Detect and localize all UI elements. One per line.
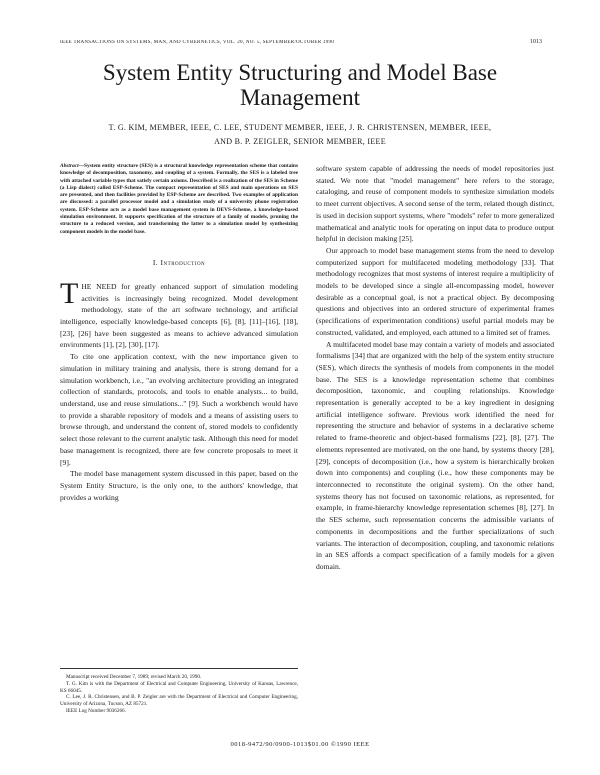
running-head: IEEE TRANSACTIONS ON SYSTEMS, MAN, AND CYBERNETICS, VOL. 20, NO. 5, SEPTEMBER/OCTOBER 1990: [60, 40, 335, 45]
author-line-1: T. G. KIM, MEMBER, IEEE, C. LEE, STUDENT MEMBER, IEEE, J. R. CHRISTENSEN, MEMBER, IEEE,: [108, 123, 492, 132]
drop-cap: T: [60, 276, 79, 310]
footnote-log-number: IEEE Log Number 9036266.: [66, 707, 126, 714]
right-paragraph-1: software system capable of addressing the needs of model repositories just stated. We note that "model management" here refers to the storage, cataloging, and reuse of component models to synthesize simulation models to meet current objectives. A second sense of the term, related though distinct, is used in decision support systems, where "models" refer to more generalized mathematical and analytic tools for operating on input data to produce output helpful in decision making [25].: [316, 164, 554, 244]
right-paragraph-3: A multifaceted model base may contain a variety of models and associated formalisms [34] that are organized with the help of the system entity structure (SES), which directs the synthesis of models from components in the model base. The SES is a knowledge representation scheme that combines decomposition, taxonomic, and coupling relationships. Knowledge representation is generally accepted to be a key ingredient in designing artificial intelligence software. Previous work identified the need for representing the structure and behavior of systems in a declarative scheme related to frame-theoretic and object-based formalisms [22], [8], [27]. The elements represented are motivated, on the one hand, by systems theory [28], [29], concepts of decomposition (i.e., how a system is hierarchically broken down into components) and coupling (i.e., how these components may be interconnected to reconstitute the original system). On the other hand, systems theory has not focused on taxonomic relations, as represented, for example, in frame-hierarchy knowledge representation schemes [8], [27]. In the SES scheme, such representation concerns the admissible variants of components in decompositions and the further specializations of such variants. The interaction of decomposition, coupling, and taxonomic relations in an SES affords a compact specification of a family models for a given domain.: [316, 339, 554, 571]
copyright-code: 0018-9472/90/0900-1013$01.00 ©1990 IEEE: [230, 741, 370, 748]
footnote-received: Manuscript received December 7, 1989; revised March 20, 1990.: [66, 674, 202, 680]
page-number: 1013: [530, 39, 542, 45]
author-list: [60, 121, 540, 149]
right-paragraph-2: Our approach to model base management stems from the need to develop computerized support for multifaceted modeling methodology [33]. That methodology recognizes that most systems of interest require a multiplicity of models to be developed since a single all-encompassing model, however desirable as a conceptual goal, is not a practical object. By decomposing questions and objectives into an ordered structure of experimental frames (specifications of experimentation conditions) useful partial models may be constructed, validated, and employed, each attuned to a limited set of frames.: [316, 245, 554, 337]
footnote-author-others: C. Lee, J. R. Christensen, and B. P. Zeigler are with the Department of Electrical and Computer Engineering, University of Arizona, Tucson, AZ 85721.: [60, 694, 298, 708]
intro-paragraph-1: [60, 276, 298, 351]
abstract: [60, 163, 298, 236]
paper-title: System Entity Structuring and Model Base Management: [102, 60, 498, 110]
abstract-label: Abstract: [60, 163, 79, 169]
section-heading-introduction: I. Introduction: [152, 257, 206, 267]
intro-paragraph-3: The model base management system discussed in this paper, based on the System Entity Structure, is the only one, to the authors' knowledge, that provides a working: [60, 469, 298, 502]
intro-paragraph-2: To cite one application context, with the new importance given to simulation in military training and analysis, there is strong demand for a simulation workbench, i.e., "an evolving architecture providing an integrated collection of standards, protocols, and tools to enable analysts... to build, understand, use and reuse simulations..." [9]. Such a workbench would have to provide a sharable repository of models and a means of assisting users to browse through, and understand the content of, stored models to confidently select those relevant to the current analytic task. Although this need for model base management is recognized, there are few concrete proposals to meet it [9].: [60, 352, 298, 467]
right-column: [316, 163, 554, 573]
footnote-author-kim: T. G. Kim is with the Department of Electrical and Computer Engineering, University of Kansas, Lawrence, KS 66045.: [60, 680, 298, 694]
left-column: [60, 163, 298, 503]
intro-paragraph-1-text: HE NEED for greatly enhanced support of simulation modeling activities is increasingly being recognized. Model development methodology, state of the art software technology, and artificial intelligence, especially knowledge-based concepts [6], [8], [11]–[16], [18], [23], [26] have been suggested as means to achieve advanced simulation environments [1], [2], [30], [17].: [60, 281, 298, 350]
author-line-2: AND B. P. ZEIGLER, SENIOR MEMBER, IEEE: [214, 137, 386, 146]
abstract-text: —System entity structure (SES) is a structural knowledge representation scheme that contains knowledge of decomposition, taxonomy, and coupling of a system. Formally, the SES is a labeled tree with attached variable types that satisfy certain axioms. Described is a realization of the SES in Scheme (a Lisp dialect) called ESP-Scheme. The compact representation of SES and main operations on SES are presented, and then facilities provided by ESP-Scheme are described. Two examples of application are discussed: a parallel processor model and a simulation study of a university phone registration system. ESP-Scheme acts as a model base management system in DEVS-Scheme, a knowledge-based simulation environment. It supports specification of the structure of a family of models, pruning the structure to a reduced version, and transforming the latter to a simulation model by synthesizing component models in the model base.: [60, 163, 298, 235]
footnotes: [60, 668, 298, 715]
